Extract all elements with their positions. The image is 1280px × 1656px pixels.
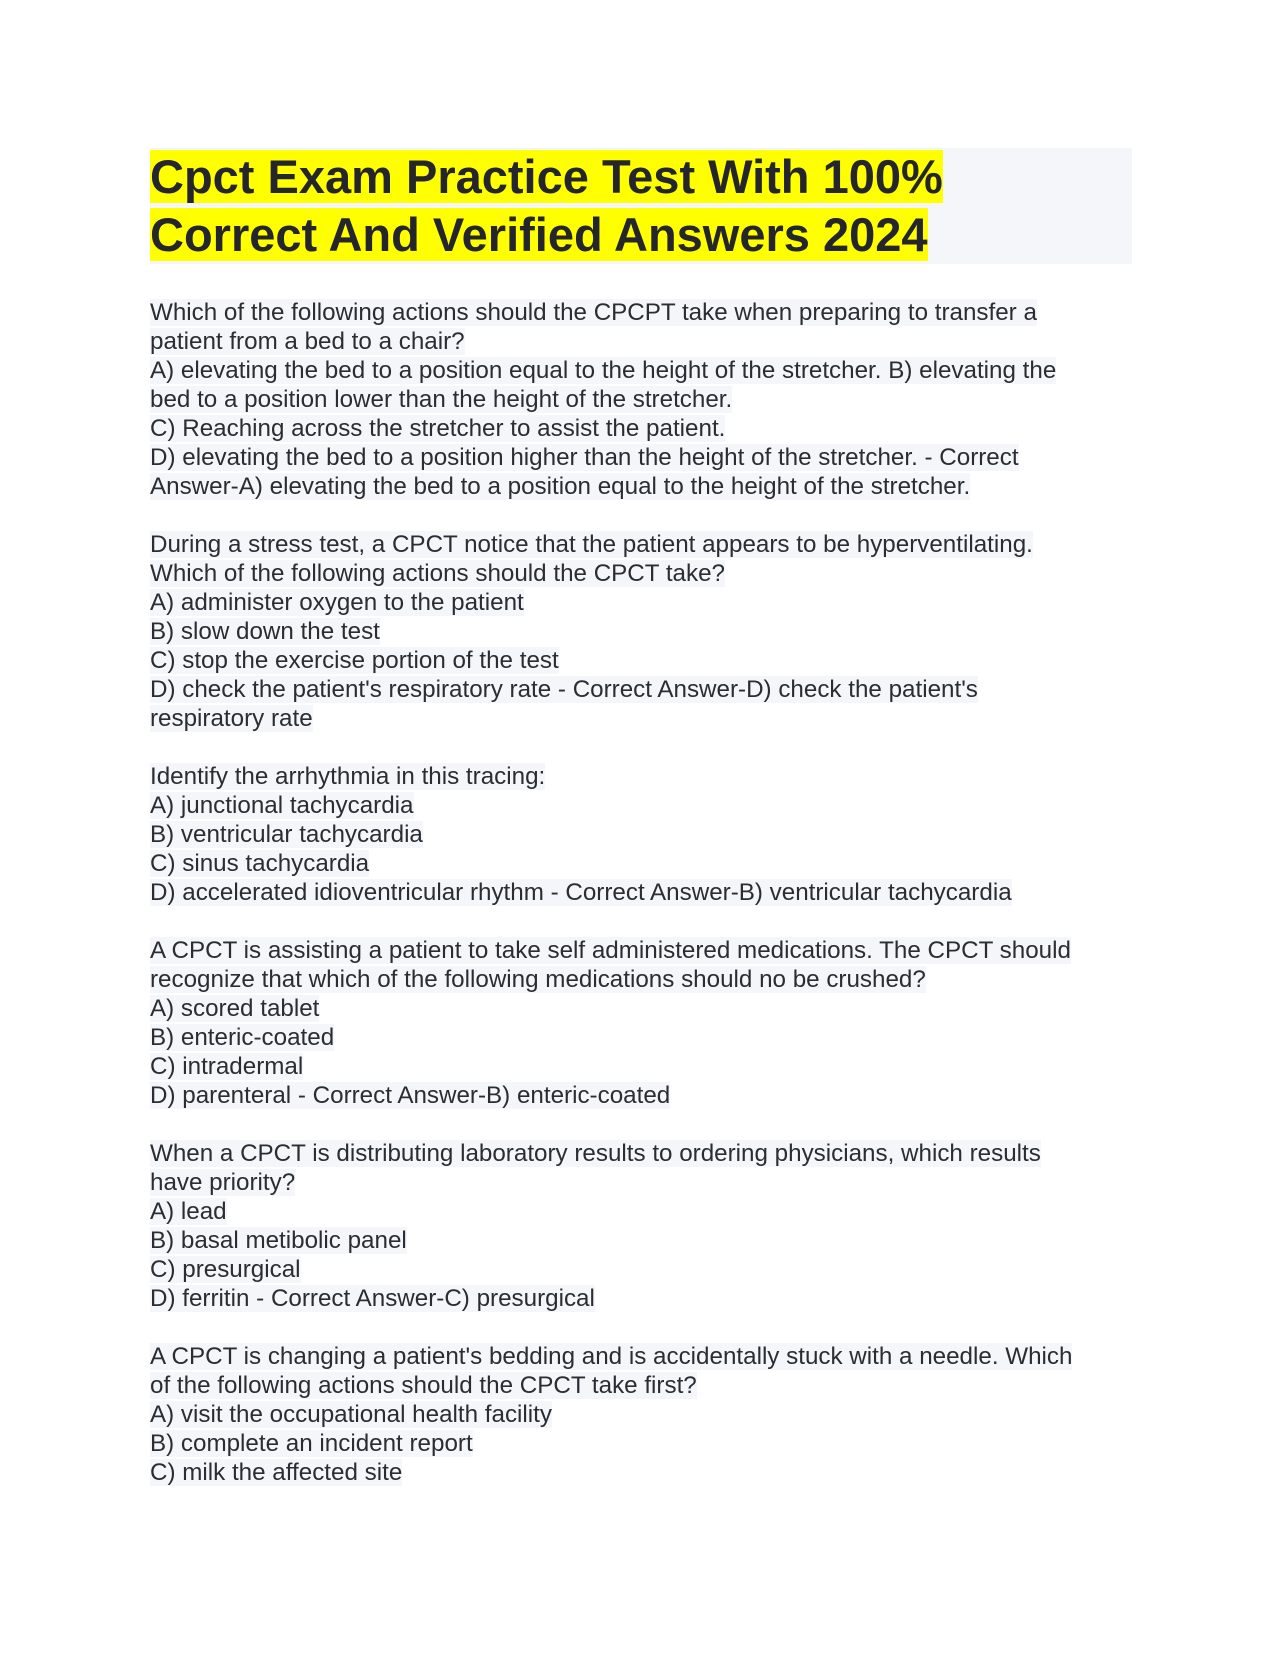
- question-text: C) intradermal: [150, 1053, 304, 1080]
- question-line: [150, 820, 1132, 849]
- question-line: [150, 1342, 1132, 1371]
- document-page: [150, 148, 1132, 1516]
- question-line: [150, 1284, 1132, 1313]
- question-text: When a CPCT is distributing laboratory results to ordering physicians, which results: [150, 1140, 1041, 1167]
- question-text: A) junctional tachycardia: [150, 792, 414, 819]
- question-line: [150, 1139, 1132, 1168]
- question-line: [150, 298, 1132, 327]
- question-text: Identify the arrhythmia in this tracing:: [150, 763, 546, 790]
- question-text: A) administer oxygen to the patient: [150, 589, 524, 616]
- question-text: A CPCT is changing a patient's bedding and is accidentally stuck with a needle. Which: [150, 1343, 1073, 1370]
- question-line: [150, 1458, 1132, 1487]
- question-text: Answer-A) elevating the bed to a position equal to the height of the stretcher.: [150, 473, 971, 500]
- question-line: [150, 530, 1132, 559]
- question-block: [150, 298, 1132, 501]
- question-line: [150, 1052, 1132, 1081]
- question-line: [150, 1023, 1132, 1052]
- question-line: [150, 791, 1132, 820]
- question-text: B) ventricular tachycardia: [150, 821, 423, 848]
- question-text: D) accelerated idioventricular rhythm - Correct Answer-B) ventricular tachycardia: [150, 879, 1012, 906]
- question-line: [150, 1168, 1132, 1197]
- title-line-1: Cpct Exam Practice Test With 100%: [150, 150, 943, 203]
- question-text: D) check the patient's respiratory rate - Correct Answer-D) check the patient's: [150, 676, 978, 703]
- document-title: [150, 148, 1132, 264]
- question-line: [150, 559, 1132, 588]
- title-line-2: Correct And Verified Answers 2024: [150, 208, 928, 261]
- question-block: [150, 1139, 1132, 1313]
- question-text: have priority?: [150, 1169, 296, 1196]
- question-text: C) milk the affected site: [150, 1459, 403, 1486]
- question-text: B) enteric-coated: [150, 1024, 335, 1051]
- question-line: [150, 356, 1132, 385]
- question-text: C) stop the exercise portion of the test: [150, 647, 559, 674]
- question-line: [150, 936, 1132, 965]
- question-text: D) ferritin - Correct Answer-C) presurgical: [150, 1285, 595, 1312]
- question-text: D) parenteral - Correct Answer-B) enteric-coated: [150, 1082, 671, 1109]
- question-line: [150, 617, 1132, 646]
- question-text: C) sinus tachycardia: [150, 850, 370, 877]
- question-line: [150, 965, 1132, 994]
- question-list: [150, 298, 1132, 1487]
- question-text: A) lead: [150, 1198, 227, 1225]
- question-text: patient from a bed to a chair?: [150, 328, 465, 355]
- question-text: A) visit the occupational health facility: [150, 1401, 552, 1428]
- question-line: [150, 443, 1132, 472]
- question-text: Which of the following actions should the CPCT take?: [150, 560, 725, 587]
- question-text: of the following actions should the CPCT take first?: [150, 1372, 697, 1399]
- question-text: Which of the following actions should the CPCPT take when preparing to transfer a: [150, 299, 1037, 326]
- question-block: [150, 530, 1132, 733]
- question-line: [150, 1197, 1132, 1226]
- question-line: [150, 1400, 1132, 1429]
- question-text: During a stress test, a CPCT notice that the patient appears to be hyperventilating.: [150, 531, 1033, 558]
- question-line: [150, 472, 1132, 501]
- question-line: [150, 327, 1132, 356]
- question-line: [150, 588, 1132, 617]
- question-line: [150, 1429, 1132, 1458]
- question-text: A) scored tablet: [150, 995, 320, 1022]
- question-text: B) complete an incident report: [150, 1430, 473, 1457]
- question-line: [150, 414, 1132, 443]
- question-line: [150, 878, 1132, 907]
- question-line: [150, 385, 1132, 414]
- question-line: [150, 1371, 1132, 1400]
- title-block: [150, 148, 1132, 264]
- question-line: [150, 994, 1132, 1023]
- question-text: C) Reaching across the stretcher to assist the patient.: [150, 415, 726, 442]
- question-line: [150, 704, 1132, 733]
- question-line: [150, 1081, 1132, 1110]
- question-text: A CPCT is assisting a patient to take self administered medications. The CPCT should: [150, 937, 1071, 964]
- question-text: D) elevating the bed to a position higher than the height of the stretcher. - Correct: [150, 444, 1019, 471]
- question-text: respiratory rate: [150, 705, 313, 732]
- question-line: [150, 849, 1132, 878]
- question-line: [150, 762, 1132, 791]
- question-line: [150, 675, 1132, 704]
- question-text: B) slow down the test: [150, 618, 380, 645]
- question-block: [150, 1342, 1132, 1487]
- question-line: [150, 1255, 1132, 1284]
- question-line: [150, 1226, 1132, 1255]
- question-text: B) basal metibolic panel: [150, 1227, 407, 1254]
- question-text: C) presurgical: [150, 1256, 301, 1283]
- question-text: bed to a position lower than the height of the stretcher.: [150, 386, 733, 413]
- question-line: [150, 646, 1132, 675]
- question-block: [150, 936, 1132, 1110]
- question-block: [150, 762, 1132, 907]
- question-text: recognize that which of the following medications should no be crushed?: [150, 966, 926, 993]
- question-text: A) elevating the bed to a position equal to the height of the stretcher. B) elevating the: [150, 357, 1057, 384]
